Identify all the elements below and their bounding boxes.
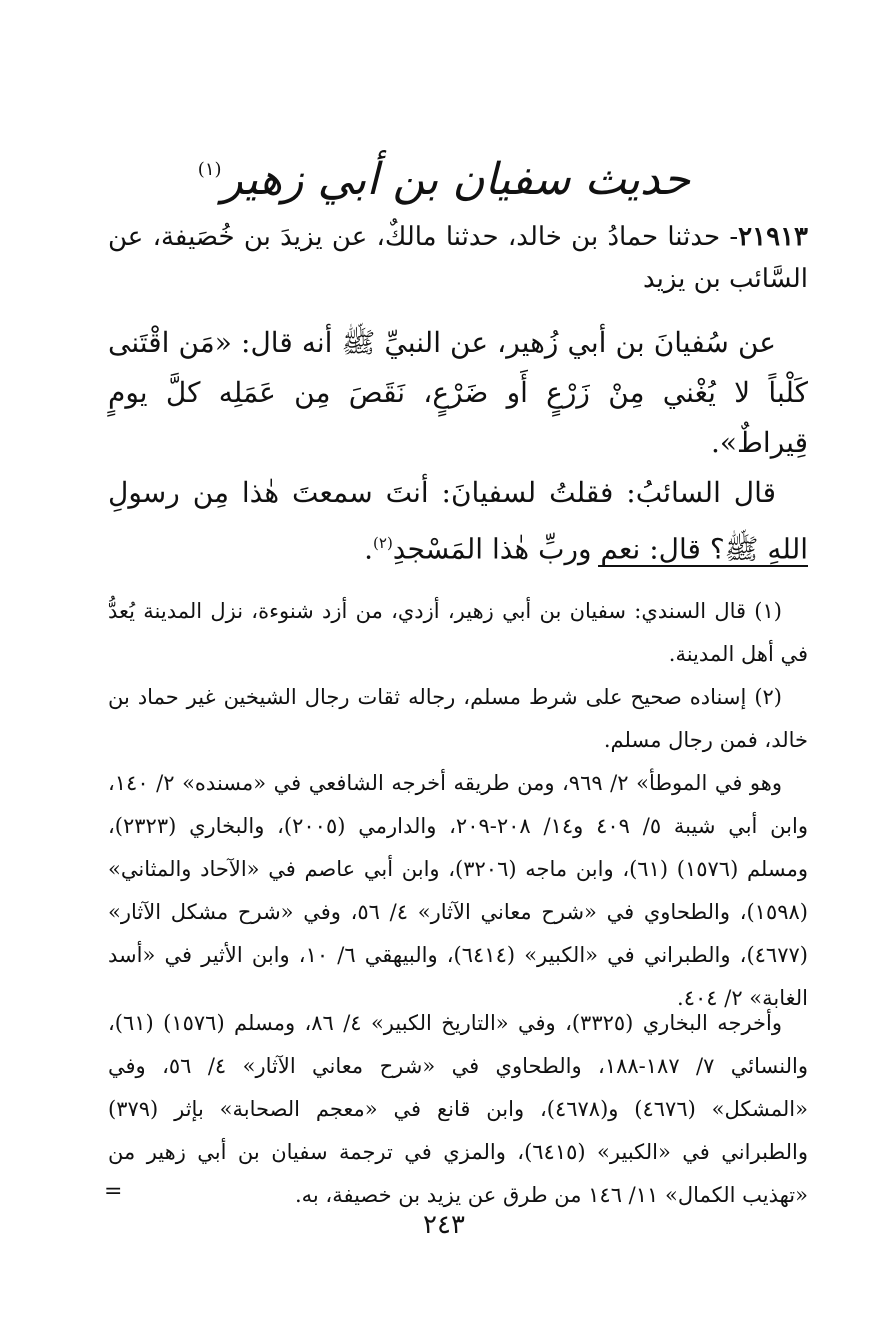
footnote-2-text-2: وهو في الموطأ» ٢/ ٩٦٩، ومن طريقه أخرجه الشافعي في «مسنده» ٢/ ١٤٠، وابن أبي شيبة ٥/ ٤٠٩ و١٤/ ٢٠٨-٢٠٩، والدارمي (٢٠٠٥)، والبخاري (٢٣٢٣)، ومسلم (١٥٧٦) (٦١)، وابن ماجه (٣٢٠٦)، وابن أبي عاصم في «الآحاد والمثاني» (١٥٩٨)، والطحاوي في «شرح معاني الآثار» ٤/ ٥٦، وفي «شرح مشكل الآثار» (٤٦٧٧)، والطبراني في «الكبير» (٦٤١٤)، والبيهقي ٦/ ١٠، وابن الأثير في «أسد الغابة» ٢/ ٤٠٤. xyxy=(108,771,808,1010)
footnote-2-text: (٢) إسناده صحيح على شرط مسلم، رجاله ثقات رجال الشيخين غير حماد بن خالد، فمن رجال مسلم. xyxy=(108,685,808,752)
footnote-2-text-3: وأخرجه البخاري (٣٣٢٥)، وفي «التاريخ الكبير» ٤/ ٨٦، ومسلم (١٥٧٦) (٦١)، والنسائي ٧/ ١٨٧-١٨٨، والطحاوي في «شرح معاني الآثار» ٤/ ٥٦، وفي «المشكل» (٤٦٧٦) و(٤٦٧٨)، وابن قانع في «معجم الصحابة» بإثر (٣٧٩) والطبراني في «الكبير» (٦٤١٥)، والمزي في ترجمة سفيان بن أبي زهير من «تهذيب الكمال» ١١/ ١٤٦ من طرق عن يزيد بن خصيفة، به. xyxy=(108,1011,809,1207)
hadith-isnad: - حدثنا حمادُ بن خالد، حدثنا مالكٌ، عن يزيدَ بن خُصَيفة، عن السَّائب بن يزيد xyxy=(108,222,808,294)
hadith-text-paragraph-2 xyxy=(108,468,808,574)
hadith-text-end: . xyxy=(364,532,374,566)
footnote-2 xyxy=(108,676,808,762)
hadith-isnad-block xyxy=(108,216,808,300)
footnote-2-paragraph-2 xyxy=(108,762,808,1020)
footnote-separator xyxy=(598,565,808,567)
page-number: ٢٤٣ xyxy=(423,1210,465,1240)
hadith-matn-block xyxy=(108,318,808,574)
continuation-mark: = xyxy=(104,1179,123,1204)
footnote-1 xyxy=(108,590,808,676)
hadith-text-2: قال السائبُ: فقلتُ لسفيانَ: أنتَ سمعتَ هٰذا مِن رسولِ اللهِ ﷺ؟ قال: نعم وربِّ هٰذا المَسْجدِ xyxy=(108,476,808,566)
hadith-number: ٢١٩١٣ xyxy=(738,222,808,252)
hadith-text-paragraph-1: عن سُفيانَ بن أبي زُهير، عن النبيِّ ﷺ أنه قال: «مَن اقْتَنى كَلْباً لا يُغْني مِنْ زَرْعٍ أَو ضَرْعٍ، نَقَصَ مِن عَمَلِه كلَّ يومٍ قِيراطٌ». xyxy=(108,326,808,459)
hadith-footnote-ref: (٢) xyxy=(373,534,393,552)
chapter-title-text: حديث سفيان بن أبي زهير xyxy=(221,154,691,205)
footnote-1-text: (١) قال السندي: سفيان بن أبي زهير، أزدي، من أزد شنوءة، نزل المدينة يُعدُّ في أهل المدينة. xyxy=(108,599,808,666)
title-footnote-ref: (١) xyxy=(197,159,222,180)
footnote-2-paragraph-3 xyxy=(108,1002,808,1217)
chapter-title xyxy=(0,140,888,220)
